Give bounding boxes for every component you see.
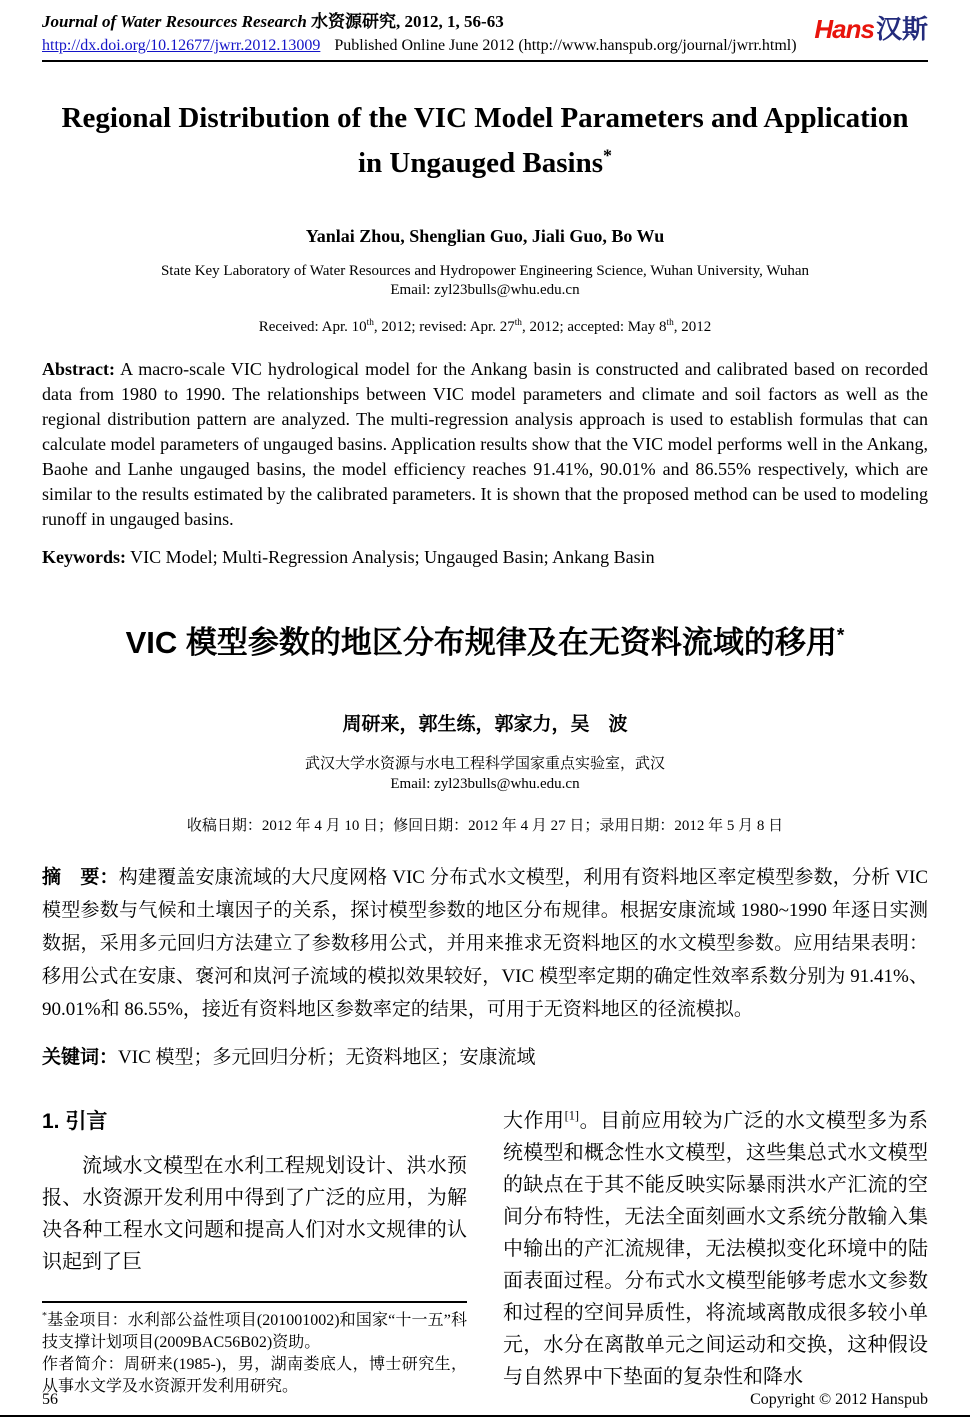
- authors-en: Yanlai Zhou, Shenglian Guo, Jiali Guo, Bo Wu: [305, 226, 665, 246]
- abstract-text: A macro-scale VIC hydrological model for the Ankang basin is constructed and calibrated based on recorded data from 1980 to 1990. The relationships between VIC model parameters and climate and soil factors as well as the regional distribution pattern are analyzed. The multi-regression analysis approach is used to establish formulas that can calculate model parameters of ungauged basins. Application results show that the VIC model performs well in the Ankang, Baohe and Lanhe ungauged basins, the model efficiency reaches 91.41%, 90.01% and 86.55% respectively, which are similar to the results estimated by the calibrated parameters. It is shown that the proposed method can be used to modeling runoff in ungauged basins.: [42, 359, 928, 529]
- paper-title-en: [60, 96, 910, 186]
- title-zh-asterisk: *: [836, 625, 845, 647]
- intro-right-paragraph: [503, 1105, 928, 1393]
- page-header: [0, 0, 970, 55]
- email-zh: Email: zyl23bulls@whu.edu.cn: [390, 776, 580, 792]
- received-part: , 2012; accepted: May 8: [521, 319, 667, 335]
- received-dates-en: [0, 319, 970, 336]
- paper-title-zh-text: VIC 模型参数的地区分布规律及在无资料流域的移用: [125, 625, 837, 660]
- affiliation-block-en: [0, 262, 970, 300]
- email-en: Email: zyl23bulls@whu.edu.cn: [390, 282, 580, 298]
- affiliation-zh: 武汉大学水资源与水电工程科学国家重点实验室，武汉: [304, 756, 665, 772]
- footnote-funding: [42, 1310, 467, 1354]
- abstract-zh-text: 构建覆盖安康流域的大尺度网格 VIC 分布式水文模型，利用有资料地区率定模型参数，分析 VIC 模型参数与气候和土壤因子的关系，探讨模型参数的地区分布规律。根据安康流域 1980~1990 年逐日实测数据，采用多元回归方法建立了参数移用公式，并用来推求无资料地区的水文模型参数。应用结果表明：移用公式在安康、褒河和岚河子流域的模拟效果较好，VIC 模型率定期的确定性效率系数分别为 91.41%、90.01%和 86.55%，接近有资料地区参数率定的结果，可用于无资料地区的径流模拟。: [42, 867, 928, 1020]
- hans-logo-zh-text: 汉斯: [875, 14, 928, 44]
- intro-right-pre: 大作用: [503, 1110, 565, 1132]
- published-online-text: Published Online June 2012 (http://www.hanspub.org/journal/jwrr.html): [334, 37, 797, 54]
- doi-link[interactable]: http://dx.doi.org/10.12677/jwrr.2012.13009: [42, 37, 321, 54]
- abstract-label: Abstract:: [42, 359, 115, 379]
- received-dates-zh: 收稿日期：2012 年 4 月 10 日；修回日期：2012 年 4 月 27 日；录用日期：2012 年 5 月 8 日: [186, 818, 784, 834]
- header-left: [42, 7, 797, 55]
- ordinal-sup: th: [666, 318, 674, 328]
- received-part: , 2012: [673, 319, 712, 335]
- footnote-asterisk: *: [42, 1310, 47, 1322]
- title-asterisk: *: [603, 145, 612, 166]
- citation-ref-1: [1]: [564, 1108, 580, 1123]
- ordinal-sup: th: [366, 318, 374, 328]
- body-columns: [42, 1105, 928, 1398]
- left-column: [42, 1105, 467, 1398]
- footnote-funding-text: 基金项目：水利部公益性项目(201001002)和国家“十一五”科技支撑计划项目(2009BAC56B02)资助。: [42, 1312, 467, 1351]
- ordinal-sup: th: [514, 318, 522, 328]
- journal-title-zh: 水资源研究, 2012, 1, 56-63: [311, 12, 504, 31]
- affiliation-en: State Key Laboratory of Water Resources and Hydropower Engineering Science, Wuhan University, Wuhan: [160, 263, 810, 279]
- keywords-zh: [42, 1042, 928, 1069]
- section-heading-intro: 1. 引言: [42, 1110, 108, 1133]
- abstract-zh-label: 摘 要：: [42, 867, 119, 888]
- abstract-en: [42, 357, 928, 532]
- footnote-block: [42, 1301, 467, 1398]
- page-number: 56: [42, 1391, 58, 1408]
- header-rule: [42, 60, 928, 62]
- intro-right-post: 。目前应用较为广泛的水文模型多为系统模型和概念性水文模型，这些集总式水文模型的缺点在于其不能反映实际暴雨洪水产汇流的空间分布特性，无法全面刻画水文系统分散输入集中输出的产汇流规律，无法模拟变化环境中的陆面表面过程。分布式水文模型能够考虑水文参数和过程的空间异质性，将流域离散成很多较小单元，水分在离散单元之间运动和交换，这种假设与自然界中下垫面的复杂性和降水: [503, 1110, 929, 1388]
- copyright-text: Copyright © 2012 Hanspub: [750, 1391, 928, 1408]
- abstract-zh: [42, 861, 928, 1026]
- received-part: , 2012; revised: Apr. 27: [373, 319, 515, 335]
- keywords-zh-label: 关键词：: [42, 1047, 119, 1068]
- page-footer: [42, 1391, 928, 1409]
- journal-title-en: Journal of Water Resources Research: [42, 12, 307, 31]
- right-column: [503, 1105, 928, 1398]
- hanspub-logo: [814, 9, 928, 46]
- keywords-en: [42, 547, 928, 568]
- doi-line: [42, 37, 797, 55]
- keywords-text: VIC Model; Multi-Regression Analysis; Ungauged Basin; Ankang Basin: [126, 547, 655, 567]
- keywords-label: Keywords:: [42, 547, 126, 567]
- journal-title-line: [42, 7, 797, 32]
- authors-zh: 周研来，郭生练，郭家力，吴 波: [342, 714, 628, 735]
- paper-title-zh: [0, 617, 970, 662]
- intro-left-paragraph: 流域水文模型在水利工程规划设计、洪水预报、水资源开发利用中得到了广泛的应用，为解决各种工程水文问题和提高人们对水文规律的认识起到了巨: [42, 1155, 467, 1273]
- keywords-zh-text: VIC 模型；多元回归分析；无资料地区；安康流域: [118, 1047, 536, 1068]
- received-part: Received: Apr. 10: [258, 319, 367, 335]
- hans-logo-text: Hans: [814, 14, 874, 44]
- paper-title-en-text: Regional Distribution of the VIC Model Parameters and Application in Ungauged Basins: [61, 102, 909, 179]
- footnote-bio: 作者简介：周研来(1985-)，男，湖南娄底人，博士研究生，从事水文学及水资源开发利用研究。: [42, 1356, 467, 1395]
- affiliation-block-zh: [0, 754, 970, 794]
